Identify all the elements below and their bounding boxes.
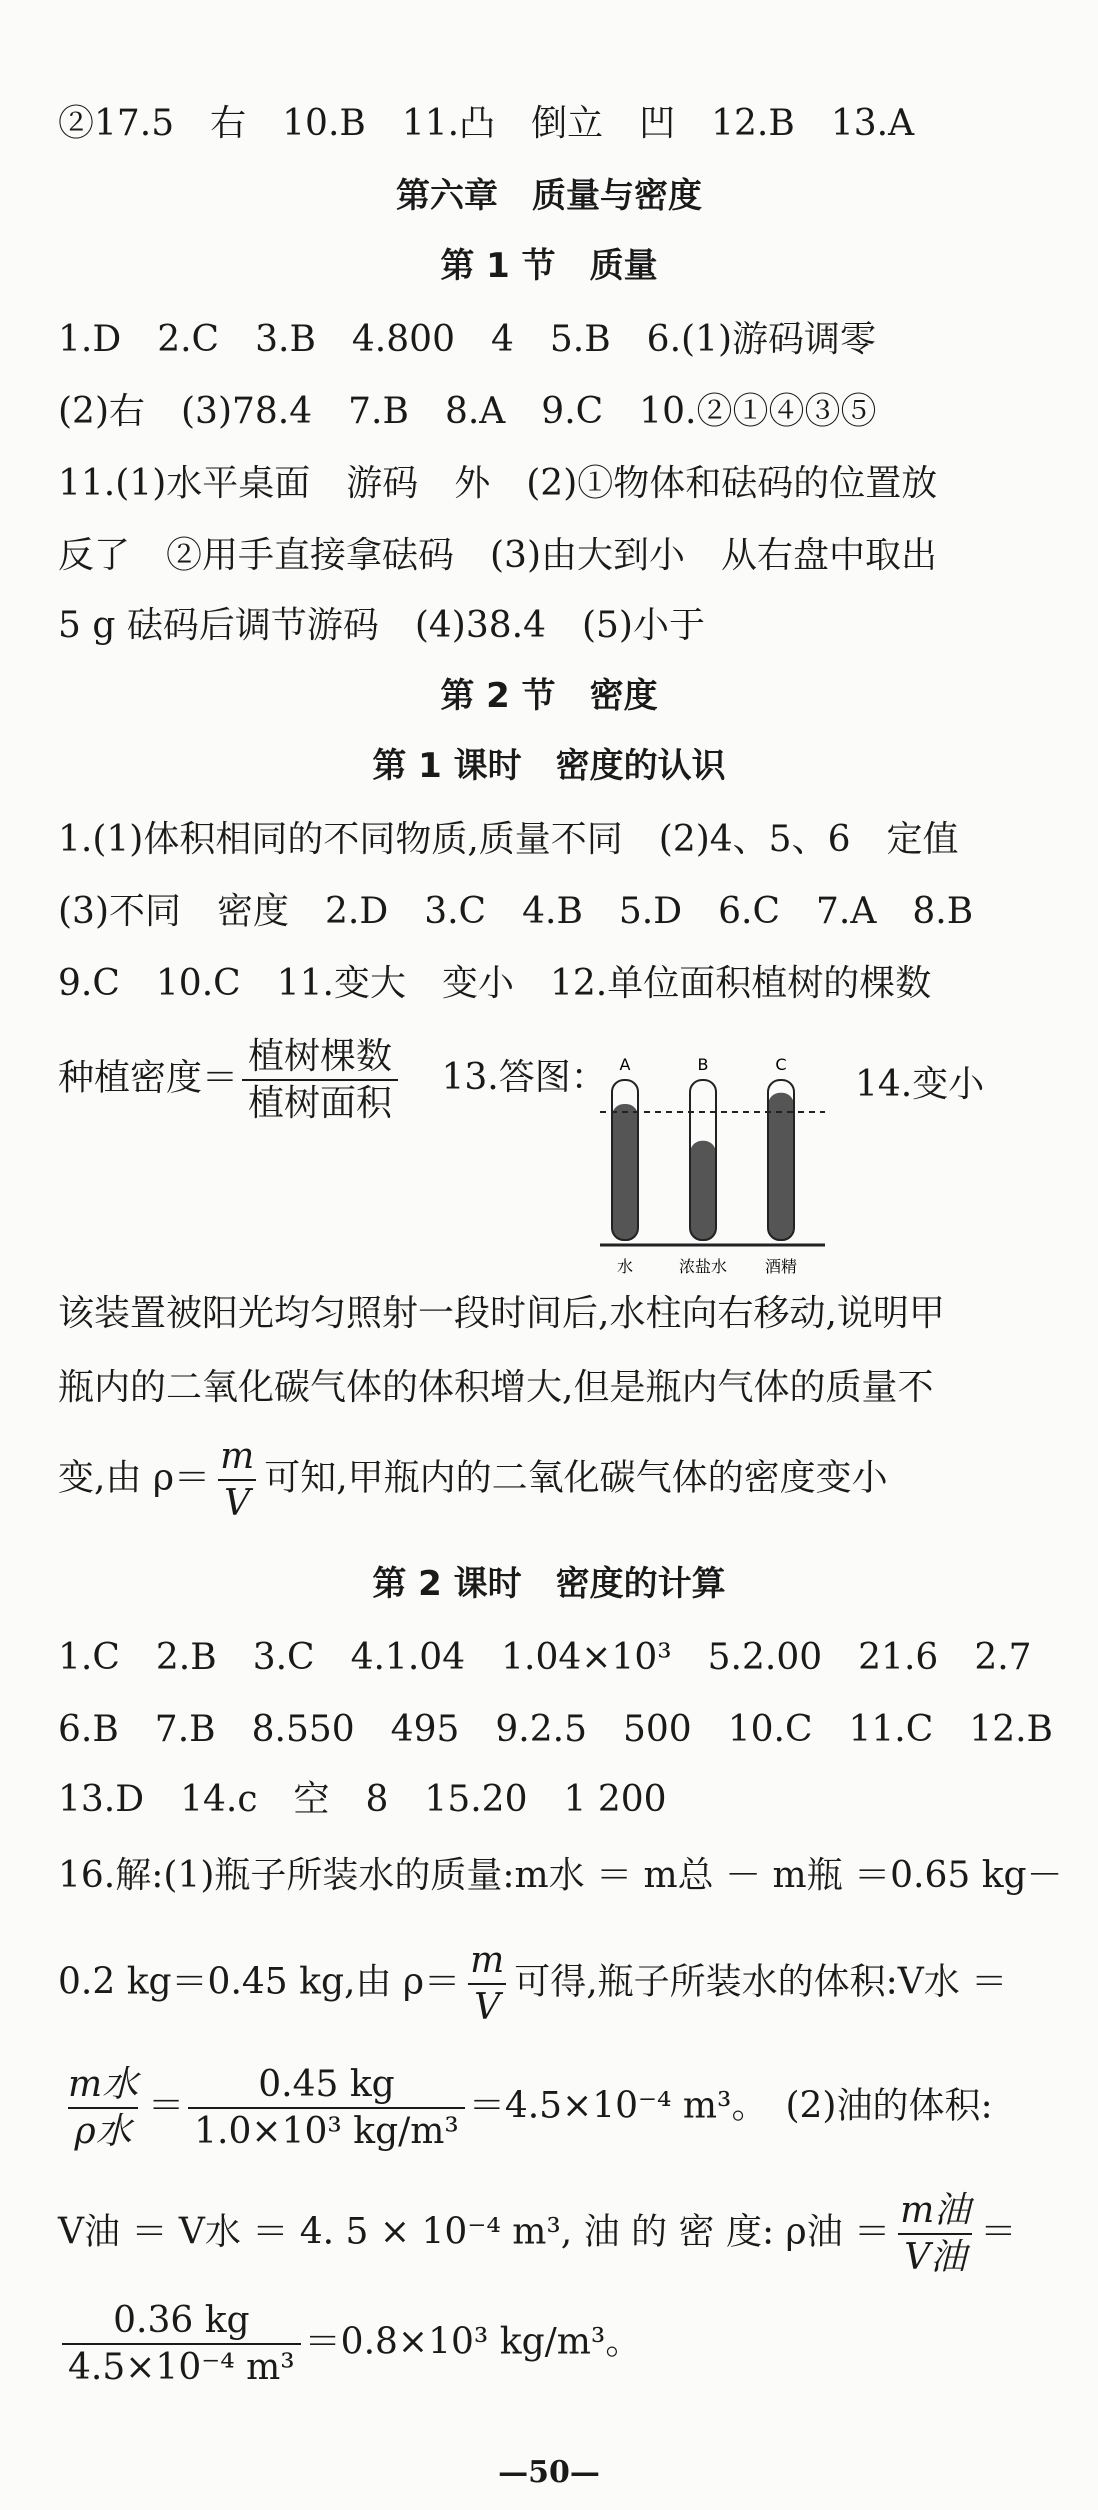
text: 可知,甲瓶内的二氧化碳气体的密度变小	[264, 1457, 888, 1499]
text: ＝	[980, 2211, 1017, 2253]
answer-line: 16.解:(1)瓶子所装水的质量:m水 ＝ m总 － m瓶 ＝0.65 kg－	[58, 1855, 1063, 1896]
fraction	[894, 2190, 976, 2279]
numerator: m	[470, 1940, 505, 1981]
fraction	[214, 1436, 260, 1525]
fraction	[464, 1940, 510, 2029]
section-title: 第 2 节 密度	[440, 676, 658, 716]
tube-label: B	[697, 1055, 709, 1074]
answer-13-label: 13.答图：	[441, 1057, 607, 1099]
tube-base-label: 酒精	[764, 1257, 798, 1276]
tube-liquid	[768, 1093, 794, 1240]
lesson-title: 第 1 课时 密度的认识	[372, 746, 726, 786]
fraction	[242, 1036, 398, 1125]
chapter-title: 第六章 质量与密度	[396, 176, 702, 216]
denominator: 1.0×10³ kg/m³	[188, 2107, 465, 2152]
denominator: ρ水	[68, 2107, 137, 2152]
text: V油 ＝ V水 ＝ 4. 5 × 10⁻⁴ m³, 油 的 密 度: ρ油 ＝	[58, 2211, 891, 2253]
fraction	[62, 2300, 301, 2389]
answer-line-fraction	[58, 1036, 1058, 1125]
text: 变,由 ρ＝	[58, 1457, 211, 1499]
tube-liquid	[690, 1141, 716, 1240]
page-number: —50—	[498, 2455, 600, 2490]
section-title: 第 1 节 质量	[440, 246, 658, 286]
text: 可得,瓶子所装水的体积:V水 ＝	[514, 1961, 1008, 2003]
answer-line: 11.(1)水平桌面 游码 外 (2)①物体和砝码的位置放	[58, 463, 938, 504]
tubes-diagram	[585, 1050, 835, 1280]
answer-line-fraction	[58, 2190, 1058, 2279]
answer-line-fraction	[58, 1436, 1058, 1525]
denominator: V	[468, 1983, 506, 2028]
numerator: 植树棵数	[248, 1036, 393, 1077]
answer-line: 13.D 14.c 空 8 15.20 1 200	[58, 1779, 667, 1820]
answer-line-fraction	[58, 2300, 1058, 2389]
tube-label: A	[619, 1055, 631, 1074]
answer-line: 1.C 2.B 3.C 4.1.04 1.04×10³ 5.2.00 21.6 2.7	[58, 1637, 1032, 1678]
fraction	[188, 2064, 465, 2153]
denominator: V油	[898, 2233, 972, 2278]
answer-line: 该装置被阳光均匀照射一段时间后,水柱向右移动,说明甲	[58, 1293, 945, 1334]
denominator: V	[218, 1479, 256, 1524]
numerator: 0.36 kg	[113, 2300, 250, 2341]
answer-line: 9.C 10.C 11.变大 变小 12.单位面积植树的棵数	[58, 963, 932, 1004]
numerator: 0.45 kg	[258, 2064, 395, 2105]
answer-line-fraction	[58, 2064, 1058, 2153]
text: ＝4.5×10⁻⁴ m³。 (2)油的体积:	[468, 2085, 993, 2127]
answer-line: 反了 ②用手直接拿砝码 (3)由大到小 从右盘中取出	[58, 535, 937, 576]
answer-line-fraction	[58, 1940, 1058, 2029]
text: ＝0.8×10³ kg/m³。	[304, 2321, 642, 2363]
numerator: m水	[68, 2064, 139, 2105]
answer-line: ②17.5 右 10.B 11.凸 倒立 凹 12.B 13.A	[58, 103, 915, 144]
answer-line: 1.(1)体积相同的不同物质,质量不同 (2)4、5、6 定值	[58, 819, 959, 860]
answer-line: (2)右 (3)78.4 7.B 8.A 9.C 10.②①④③⑤	[58, 391, 877, 432]
tube-base-label: 浓盐水	[678, 1257, 728, 1276]
answer-line: (3)不同 密度 2.D 3.C 4.B 5.D 6.C 7.A 8.B	[58, 891, 974, 932]
fraction	[62, 2064, 144, 2153]
denominator: 植树面积	[242, 1079, 398, 1124]
answer-line: 1.D 2.C 3.B 4.800 4 5.B 6.(1)游码调零	[58, 319, 877, 360]
answer-line: 瓶内的二氧化碳气体的体积增大,但是瓶内气体的质量不	[58, 1367, 934, 1408]
answer-line: 6.B 7.B 8.550 495 9.2.5 500 10.C 11.C 12.B	[58, 1709, 1053, 1750]
tubes-group	[612, 1055, 797, 1276]
denominator: 4.5×10⁻⁴ m³	[62, 2343, 301, 2388]
numerator: m油	[900, 2190, 971, 2231]
lesson-title: 第 2 课时 密度的计算	[372, 1564, 726, 1604]
tube-label: C	[775, 1055, 787, 1074]
answer-line: 5 g 砝码后调节游码 (4)38.4 (5)小于	[58, 605, 705, 646]
text: 0.2 kg＝0.45 kg,由 ρ＝	[58, 1961, 461, 2003]
text: ＝	[148, 2085, 185, 2127]
tube-liquid	[612, 1104, 638, 1240]
numerator: m	[220, 1436, 255, 1477]
answer-14: 14.变小	[855, 1064, 985, 1105]
tube-base-label: 水	[616, 1257, 634, 1276]
text: 种植密度＝	[58, 1057, 239, 1099]
